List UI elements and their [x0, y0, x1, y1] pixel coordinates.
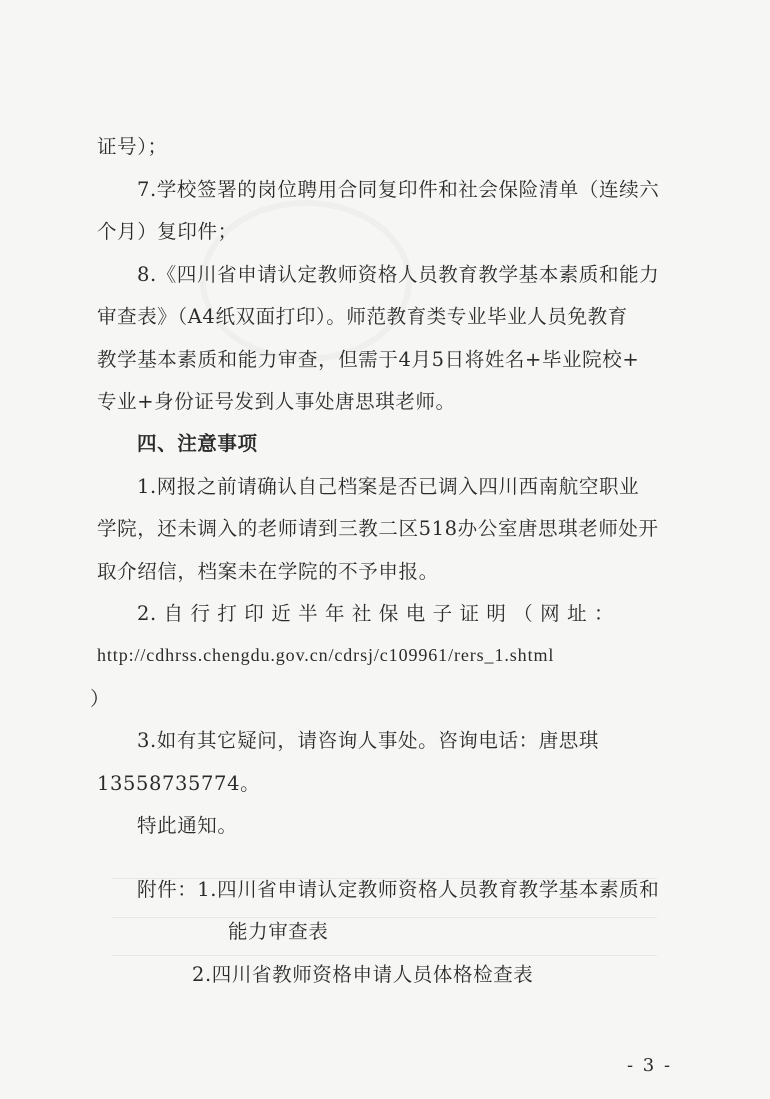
text-line: 8.《四川省申请认定教师资格人员教育教学基本素质和能力	[137, 263, 660, 286]
text-line: 专业+身份证号发到人事处唐思琪老师。	[97, 390, 456, 413]
attachment-line: 能力审查表	[228, 920, 329, 943]
section-heading: 四、注意事项	[137, 432, 258, 455]
attachment-line: 2.四川省教师资格申请人员体格检查表	[192, 963, 534, 986]
page-number: - 3 -	[627, 1055, 673, 1076]
text-line: 个月）复印件；	[97, 220, 238, 243]
text-line: ）	[90, 687, 111, 710]
text-line: 2. 自 行 打 印 近 半 年 社 保 电 子 证 明 （ 网 址 ：	[137, 602, 615, 625]
text-line: 证号）；	[97, 135, 168, 158]
phone-number: 13558735774。	[97, 772, 261, 795]
text-line: 教学基本素质和能力审查，但需于4月5日将姓名+毕业院校+	[97, 348, 640, 371]
url-text: http://cdhrss.chengdu.gov.cn/cdrsj/c109961/rers_1.shtml	[97, 645, 555, 665]
text-line: 取介绍信，档案未在学院的不予申报。	[97, 560, 439, 583]
text-line: 学院，还未调入的老师请到三教二区518办公室唐思琪老师处开	[97, 517, 659, 540]
show-through-rule	[112, 955, 657, 956]
text-line: 3.如有其它疑问，请咨询人事处。咨询电话：唐思琪	[137, 729, 600, 752]
text-line: 特此通知。	[137, 814, 238, 837]
text-line: 1.网报之前请确认自己档案是否已调入四川西南航空职业	[137, 475, 640, 498]
show-through-rule	[112, 917, 657, 918]
text-line: 7.学校签署的岗位聘用合同复印件和社会保险清单（连续六	[137, 178, 660, 201]
text-line: 审查表》（A4纸双面打印）。师范教育类专业毕业人员免教育	[97, 305, 628, 328]
attachment-line: 附件：1.四川省申请认定教师资格人员教育教学基本素质和	[137, 878, 660, 901]
